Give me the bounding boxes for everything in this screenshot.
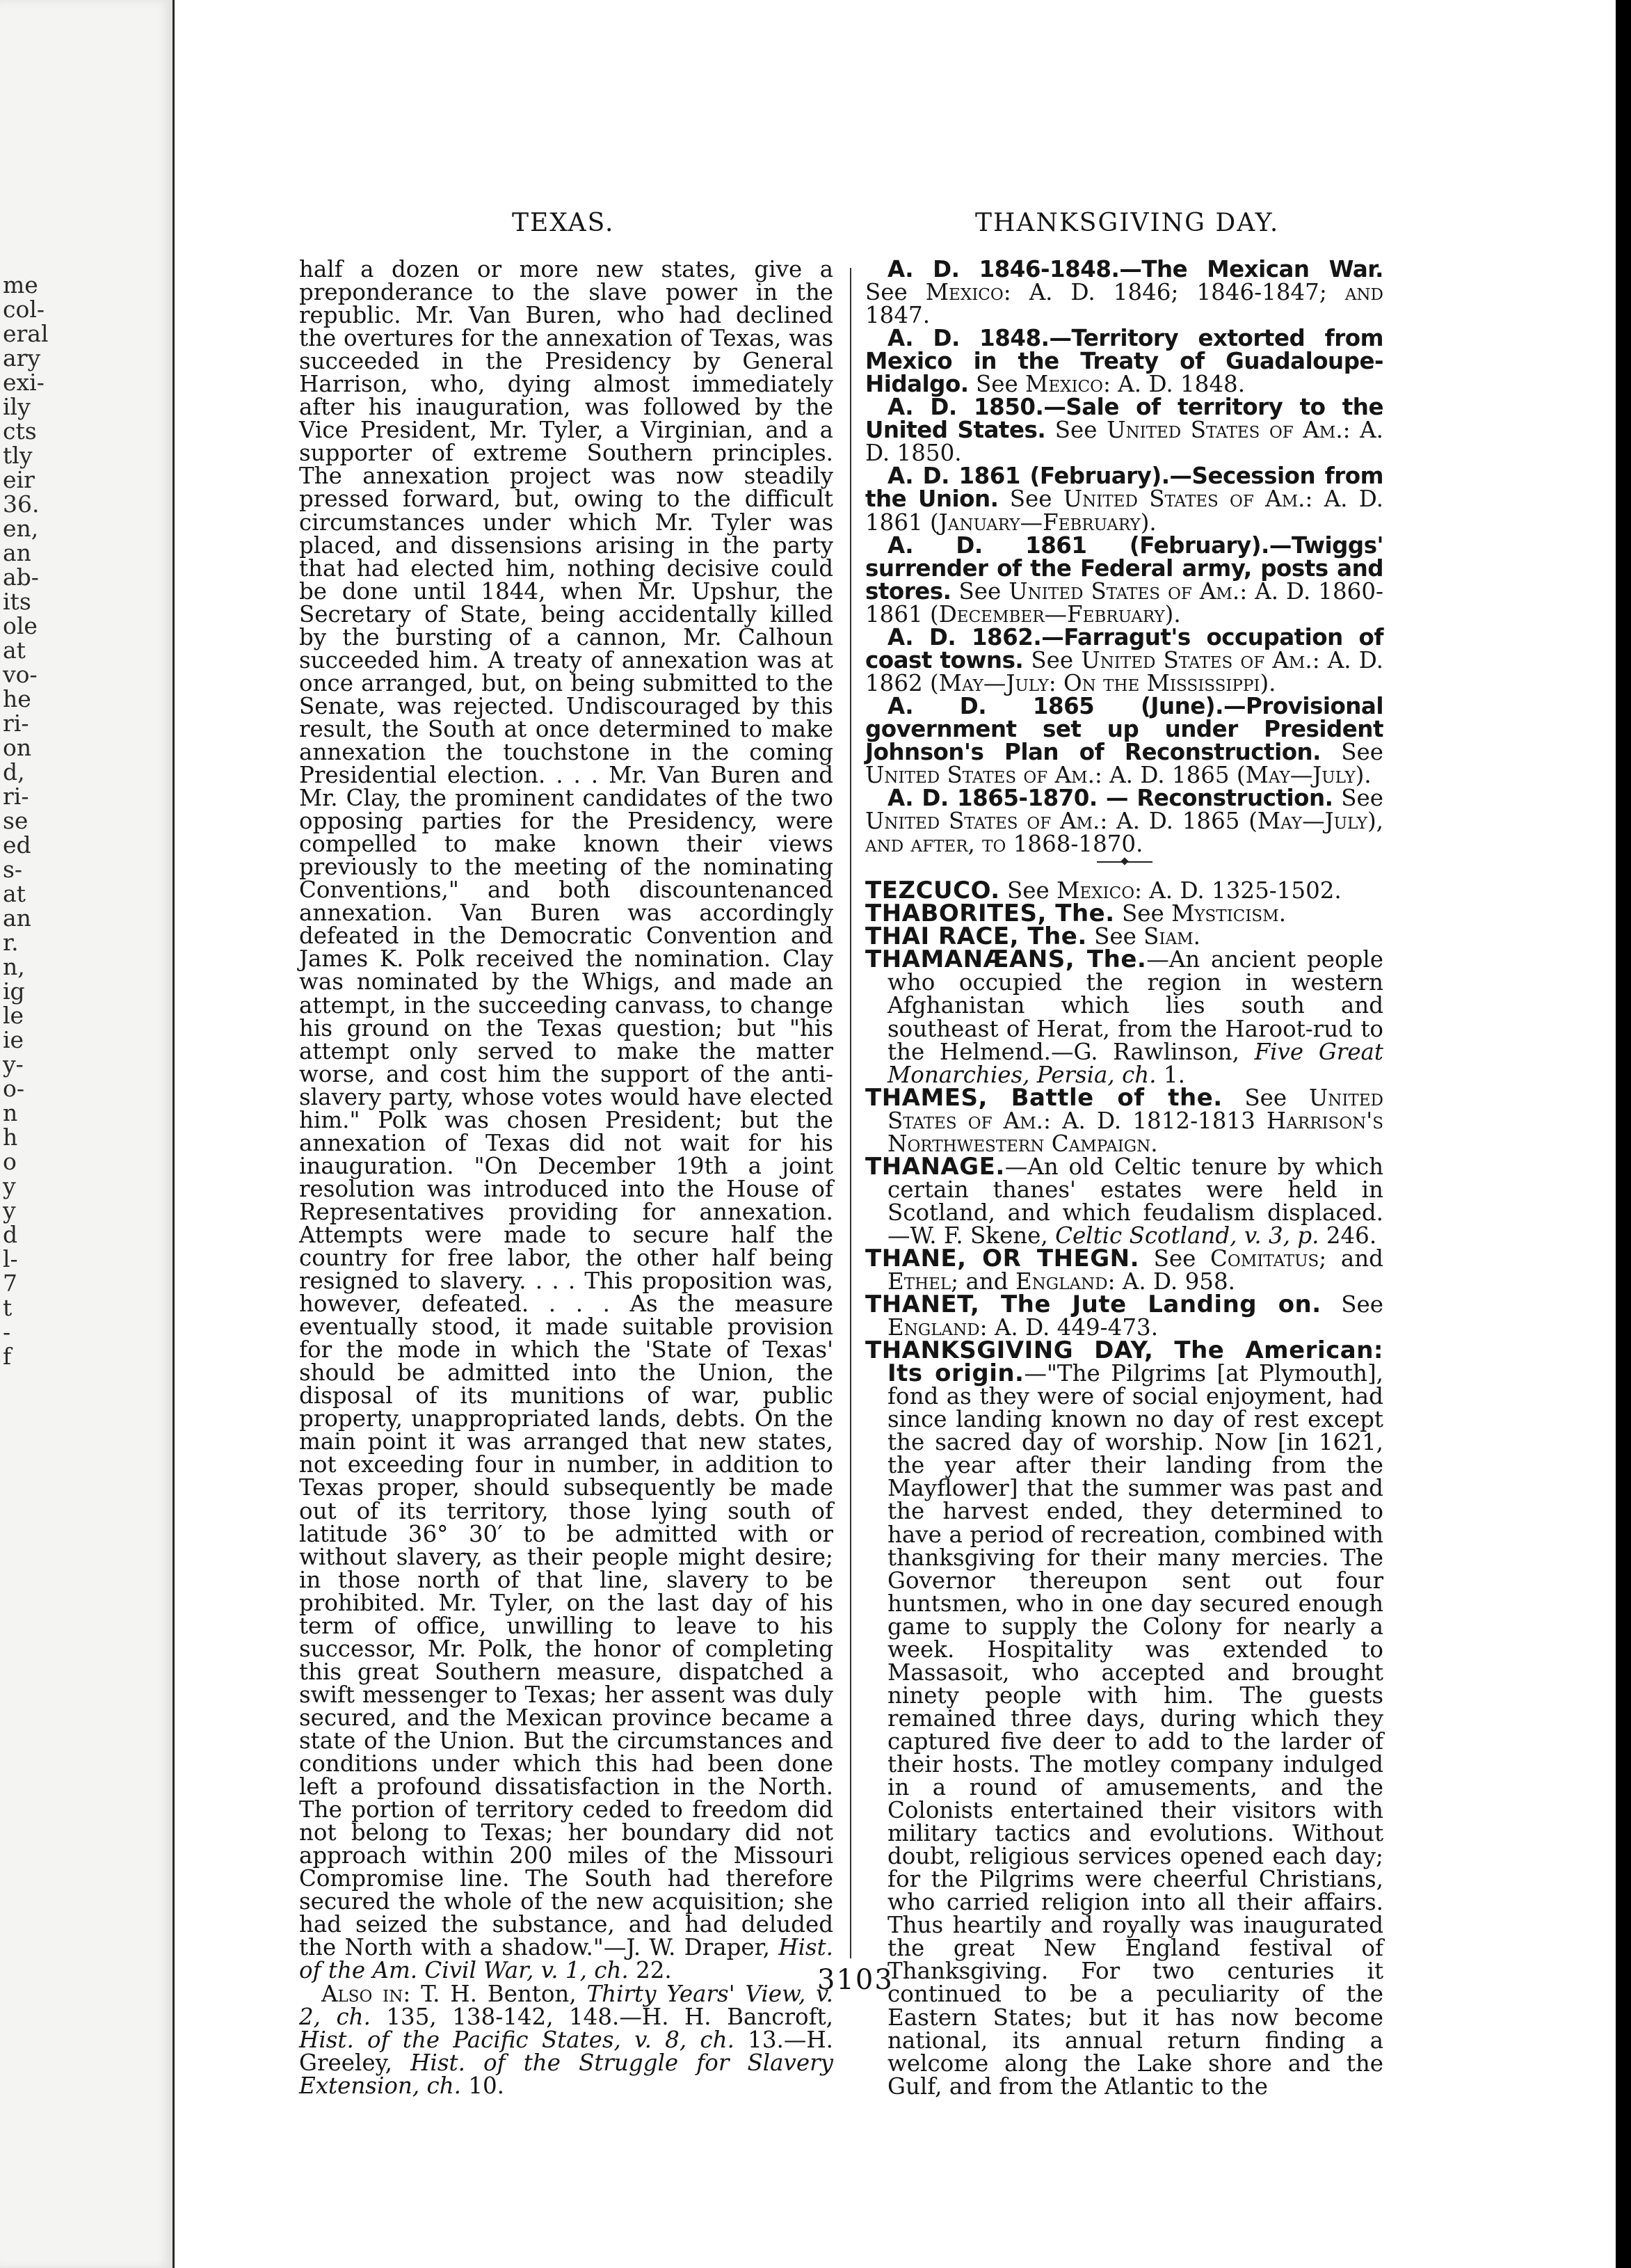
adjacent-page-fragment: ily [3,393,31,420]
entry-sale-of-territory [865,396,1383,465]
adjacent-page-fragment: exi- [3,369,45,396]
citation-title: Five Great Monarchies, Persia, ch. [887,1038,1383,1088]
adjacent-page-fragment: r. [3,929,19,956]
running-head-left: TEXAS. [512,209,615,237]
citation-title: Hist. of the Am. Civil War, v. 1, ch. [299,1934,833,1984]
adjacent-page-fragment: its [3,588,31,615]
adjacent-page-fragment: f [3,1343,12,1370]
adjacent-page-fragment: s- [3,856,23,883]
adjacent-page-fragment: eral [3,320,49,347]
adjacent-page-fragment: cts [3,417,37,445]
see-label: See [1244,1084,1287,1111]
cross-reference: United States of Am.: A. D. 1861 (January—February). [865,486,1383,536]
citation-title: Celtic Scotland, v. 3, p. [1055,1222,1319,1249]
adjacent-page-fragment: ab- [3,564,39,591]
also-in-author: T. H. Benton, [421,1980,577,2007]
cross-reference: England: A. D. 449-473. [887,1314,1159,1341]
adjacent-page-fragment: n, [3,953,25,980]
entry-secession [865,465,1383,534]
adjacent-page-fragment: vo- [3,661,38,688]
see-label: See [1341,738,1383,765]
adjacent-page-fragment: y [3,1172,16,1199]
page-number: 3103 [817,1964,894,1996]
scan-edge [1616,0,1631,2268]
section-separator [1097,861,1152,863]
entry-text: —An ancient people who occupied the region in western Afghanistan which lies south and southeast of Herat, from the Haroot-rud to the Helmend.—G. Rawlinson, [887,946,1383,1065]
adjacent-page-fragment: h [3,1124,18,1151]
adjacent-page-fragment: ed [3,831,31,859]
entry-heading: THANAGE. [865,1152,1005,1181]
adjacent-page-fragment: o [3,1148,17,1175]
cross-reference: Comitatus; [1210,1245,1327,1272]
entry-thanet [865,1293,1383,1339]
see-label: See [1031,646,1074,673]
adjacent-page-fragment: en, [3,515,39,542]
entry-heading: A. D. 1865 (June).—Provisional government set up under President Johnson's Plan of Reconstruction. [865,692,1383,765]
see-label: See [958,577,1002,605]
entry-heading: A. D. 1846-1848.—The Mexican War. [887,256,1383,282]
entry-thamanaeans [865,945,1383,1088]
see-label: See [1094,923,1136,950]
adjacent-page-fragment: col- [3,296,45,323]
also-in-ref: 13.—H. Greeley, [299,2026,833,2076]
cross-reference: Mexico: A. D. 1325-1502. [1056,877,1342,904]
cross-reference: United States of Am.: A. D. 1865 (May—July), and after, to 1868-1870. [865,808,1383,858]
adjacent-page-fragment: on [3,734,32,761]
adjacent-page-fragment: 7 [3,1270,17,1297]
also-in-paragraph [299,1980,833,2099]
conjunction: and [1340,1245,1383,1272]
citation-number: 1. [1163,1061,1185,1088]
adjacent-page-fragment: 36. [3,490,40,518]
cross-reference: United States of Am.: A. D. 1860-1861 (December—February). [865,577,1383,628]
also-in-title: Hist. of the Struggle for Slavery Extension, ch. [299,2049,833,2099]
adjacent-page-fragment: ie [3,1026,24,1053]
column-divider [850,268,851,1958]
adjacent-page-fragment: le [3,1002,24,1029]
entry-heading: THABORITES, The. [865,900,1115,928]
entry-heading: THANET, The Jute Landing on. [865,1291,1321,1319]
cross-reference: United States of Am.: A. D. 1850. [865,417,1383,467]
entry-heading: A. D. 1850.—Sale of territory to the United States. [865,394,1383,444]
adjacent-page-fragment: d [3,1221,18,1248]
entry-twiggs-surrender [865,534,1383,626]
entry-text: —An old Celtic tenure by which certain thanes' estates were held in Scotland, and which feudalism displaced.—W. F. Skene, [887,1153,1383,1249]
entry-thames [865,1083,1383,1157]
see-label: See [1341,785,1383,812]
adjacent-page-fragment: ri- [3,710,29,737]
adjacent-page-fragment: he [3,685,31,712]
adjacent-page-fragment: an [3,539,31,566]
adjacent-page-fragment: y- [3,1051,24,1078]
also-in-title: Thirty Years' View, v. 2, ch. [299,1980,833,2030]
entry-heading: A. D. 1865-1870. — Reconstruction. [887,785,1333,812]
entry-heading: A. D. 1861 (February).—Twiggs' surrender of the Federal army, posts and stores. [865,532,1383,605]
entry-heading: THAI RACE, The. [865,923,1087,951]
entry-mexican-war [865,258,1383,327]
adjacent-page-fragment: ri- [3,783,29,810]
cross-reference: Mysticism. [1171,900,1287,927]
adjacent-page-fragment: ary [3,344,41,372]
running-head-right: THANKSGIVING DAY. [975,209,1280,237]
texas-continuation-paragraph [299,258,833,1983]
entry-heading: A. D. 1862.—Farragut's occupation of coast towns. [865,623,1383,673]
adjacent-page-fragment: y [3,1197,16,1224]
entry-heading: THANE, OR THEGN. [865,1244,1140,1272]
entry-heading: A. D. 1848.—Territory extorted from Mexico in the Treaty of Guadaloupe-Hidalgo. [865,325,1383,398]
see-label: See [1054,417,1098,444]
adjacent-page-edge [0,0,175,2268]
entry-farragut [865,623,1383,696]
also-in-ref: 135, 138-142, 148.—H. H. Bancroft, [386,2003,833,2030]
entry-heading: A. D. 1861 (February).—Secession from the Union. [865,463,1383,513]
cross-reference: Mexico: A. D. 1846; 1846-1847; and 1847. [865,279,1383,329]
cross-reference: United States of Am.: A. D. 1812-1813 Harrison's Northwestern Campaign. [887,1084,1383,1157]
see-label: See [1007,877,1050,904]
adjacent-page-fragment: tly [3,442,33,469]
adjacent-page-fragment: se [3,807,29,834]
adjacent-page-fragment: at [3,637,26,664]
entry-heading: THANKSGIVING DAY, The American: Its origin. [865,1336,1383,1388]
cross-reference: United States of Am.: A. D. 1862 (May—July: On the Mississippi). [865,646,1383,696]
entry-heading: THAMES, Battle of the. [865,1083,1223,1112]
entry-guadaloupe-hidalgo [865,327,1383,396]
see-label: See [1009,486,1052,513]
right-column [865,256,1383,2100]
see-label: See [1341,1291,1383,1318]
adjacent-page-fragment: d, [3,758,25,785]
adjacent-page-fragment: l- [3,1245,18,1272]
adjacent-page-fragment: o- [3,1075,25,1102]
adjacent-page-fragment: me [3,271,38,298]
adjacent-page-fragment: t [3,1294,13,1321]
adjacent-page-fragment: - [3,1318,11,1345]
cross-reference: Mexico: A. D. 1848. [1025,371,1246,398]
entry-reconstruction [865,787,1383,856]
paragraph-text: half a dozen or more new states, give a preponderance to the slave power in the republic. Mr. Van Buren, who had declined the overtures for the annexation of Texas, was succeeded in the Presidency by General Harrison, who, dying almost immediately after his inauguration, was followed by the Vice President, Mr. Tyler, a Virginian, and a supporter of extreme Southern principles. The annexation project was now steadily pressed forward, but, owing to the difficult circumstances under which Mr. Tyler was placed, and dissensions arising in the party that had elected him, nothing decisive could be done until 1844, when Mr. Upshur, the Secretary of State, being accidentally killed by the bursting of a cannon, Mr. Calhoun succeeded him. A treaty of annexation was at once arranged, but, on being submitted to the Senate, was rejected. Undiscouraged by this result, the South at once determined to make annexation the touchstone in the coming Presidential election. . . . Mr. Van Buren and Mr. Clay, the prominent candidates of the two opposing parties for the Presidency, were compelled to make known their views previously to the meeting of the nominating Conventions," and both discountenanced annexation. Van Buren was accordingly defeated in the Democratic Convention and James K. Polk received the nomination. Clay was nominated by the Whigs, and made an attempt, in the succeeding canvass, to change his ground on the Texas question; but "his attempt only served to make the matter worse, and cost him the support of the anti-slavery party, whose votes would have elected him." Polk was chosen President; but the annexation of Texas did not wait for his inauguration. "On December 19th a joint resolution was introduced into the House of Representatives providing for annexation. Attempts were made to secure half the country for free labor, the other half being resigned to slavery. . . . This proposition was, however, defeated. . . . As the measure eventually stood, it made suitable provision for the mode in which the 'State of Texas' should be admitted into the Union, the disposal of its munitions of war, public property, unappropriated lands, debts. On the main point it was arranged that new states, not exceeding four in number, in addition to Texas proper, should subsequently be made out of its territory, those lying south of latitude 36° 30′ to be admitted with or without slavery, as their people might desire; in those north of that line, slavery to be prohibited. Mr. Tyler, on the last day of his term of office, unwilling to leave to his successor, Mr. Polk, the honor of completing this great Southern measure, dispatched a swift messenger to Texas; her assent was duly secured, and the Mexican province became a state of the Union. But the circumstances and conditions under which this had been done left a profound dissatisfaction in the North. The portion of territory ceded to freedom did not belong to Texas; her boundary did not approach within 200 miles of the Missouri Compromise line. The South had therefore secured the whole of the new acquisition; she had seized the substance, and had deluded the North with a shadow."—J. W. Draper, [299,256,833,1961]
also-in-ref: 10. [468,2072,505,2099]
see-label: See [865,279,908,306]
adjacent-page-fragment: at [3,880,26,907]
entry-heading: TEZCUCO. [865,877,1000,905]
entry-provisional-government [865,692,1383,789]
entry-thane [865,1244,1383,1295]
cross-reference: United States of Am.: A. D. 1865 (May—July). [865,762,1372,789]
entry-heading: THAMANÆANS, The. [865,945,1147,974]
see-label: See [975,371,1018,398]
cross-reference: England: A. D. 958. [1015,1268,1235,1295]
adjacent-page-fragment: ig [3,977,25,1005]
citation-number: 246. [1326,1222,1377,1249]
left-column [299,256,833,2099]
conjunction: and [965,1268,1009,1295]
cross-reference: Ethel; [887,1268,959,1295]
adjacent-page-fragment: n [3,1099,18,1126]
see-label: See [1122,900,1164,927]
entry-thanage [865,1152,1383,1249]
also-in-label: Also in: [321,1980,411,2007]
citation-number: 22. [636,1957,672,1984]
cross-reference: Siam. [1143,923,1201,950]
adjacent-page-fragment: eir [3,466,35,493]
entry-thanksgiving-day [865,1336,1383,2100]
also-in-title: Hist. of the Pacific States, v. 8, ch. [299,2026,734,2053]
see-label: See [1153,1245,1196,1272]
adjacent-page-fragment: ole [3,612,38,639]
adjacent-page-fragment: an [3,904,31,932]
entry-text: —"The Pilgrims [at Plymouth], fond as they were of social enjoyment, had since landing known no day of rest except the sacred day of worship. Now [in 1621, the year after their landing from the Mayflower] that the summer was past and the harvest ended, they determined to have a period of recreation, combined with thanksgiving for their many mercies. The Governor thereupon sent out four huntsmen, who in one day secured enough game to supply the Colony for nearly a week. Hospitality was extended to Massasoit, who accepted and brought ninety people with him. The guests remained three days, during which they captured five deer to add to the larder of their hosts. The motley company indulged in a round of amusements, and the Colonists entertained their visitors with military tactics and evolutions. Without doubt, religious services opened each day; for the Pilgrims were cheerful Christians, who carried religion into all their affairs. Thus heartily and royally was inaugurated the great New England festival of Thanksgiving. For two centuries it continued to be a peculiarity of the Eastern States; but it has now become national, its annual return finding a welcome along the Lake shore and the Gulf, and from the Atlantic to the [887,1360,1383,2100]
